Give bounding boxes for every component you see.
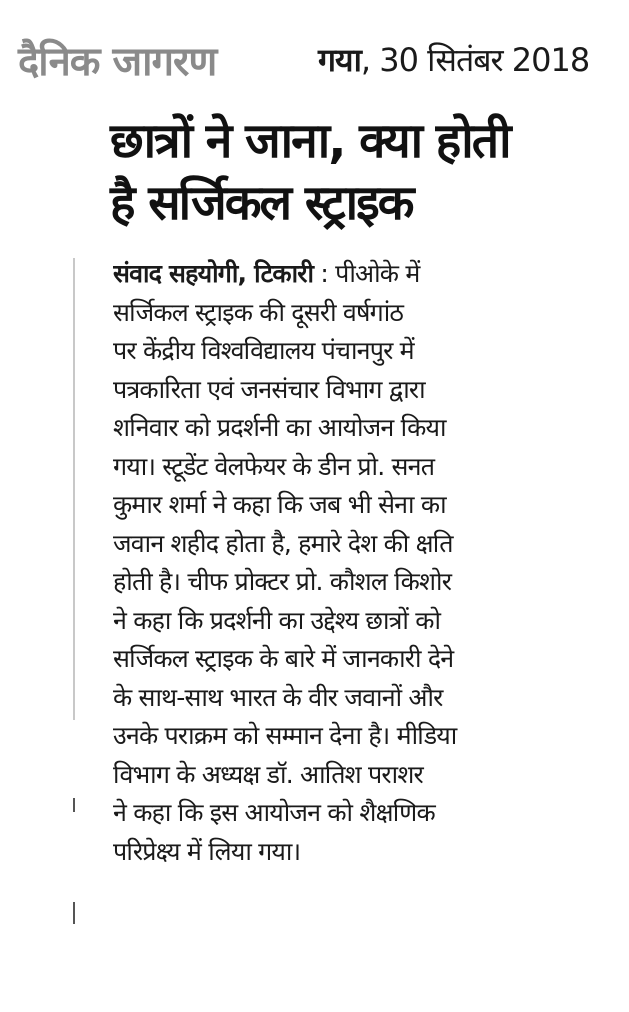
body-first-line-text: पीओके में	[335, 259, 420, 288]
body-line: ने कहा कि इस आयोजन को शैक्षणिक	[113, 798, 435, 827]
dateline-city: गया	[318, 41, 361, 79]
byline: संवाद सहयोगी, टिकारी	[113, 259, 314, 288]
newspaper-name: दैनिक जागरण	[18, 39, 217, 85]
body-line: जवान शहीद होता है, हमारे देश की क्षति	[113, 528, 453, 558]
body-line: ने कहा कि प्रदर्शनी का उद्देश्य छात्रों को	[113, 605, 441, 635]
body-line: उनके पराक्रम को सम्मान देना है। मीडिया	[113, 721, 457, 750]
body-line: होती है। चीफ प्रोक्टर प्रो. कौशल किशोर	[113, 567, 452, 596]
column-divider-mark	[73, 902, 75, 924]
body-line: परिप्रेक्ष्य में लिया गया।	[113, 836, 301, 866]
body-line: पत्रकारिता एवं जनसंचार विभाग द्वारा	[113, 374, 425, 404]
body-line	[113, 255, 565, 294]
body-line: पर केंद्रीय विश्वविद्यालय पंचानपुर में	[113, 336, 414, 365]
article-body	[113, 255, 565, 871]
body-line: सर्जिकल स्ट्राइक के बारे में जानकारी देने	[113, 644, 454, 673]
dateline-date: , 30 सितंबर 2018	[360, 41, 590, 79]
body-line: कुमार शर्मा ने कहा कि जब भी सेना का	[113, 490, 446, 519]
headline-line-2: है सर्जिकल स्ट्राइक	[110, 175, 413, 231]
body-line: विभाग के अध्यक्ष डॉ. आतिश पराशर	[113, 759, 423, 789]
body-line: शनिवार को प्रदर्शनी का आयोजन किया	[113, 413, 446, 442]
body-line: गया। स्टूडेंट वेलफेयर के डीन प्रो. सनत	[113, 451, 435, 481]
article-headline	[110, 110, 610, 234]
column-divider	[73, 258, 75, 720]
column-divider-mark	[73, 798, 75, 812]
headline-line-1: छात्रों ने जाना, क्या होती	[110, 113, 510, 169]
masthead	[0, 24, 629, 84]
byline-separator: :	[313, 259, 336, 288]
body-line: के साथ-साथ भारत के वीर जवानों और	[113, 682, 443, 712]
dateline	[318, 38, 589, 81]
body-line: सर्जिकल स्ट्राइक की दूसरी वर्षगांठ	[113, 297, 404, 327]
